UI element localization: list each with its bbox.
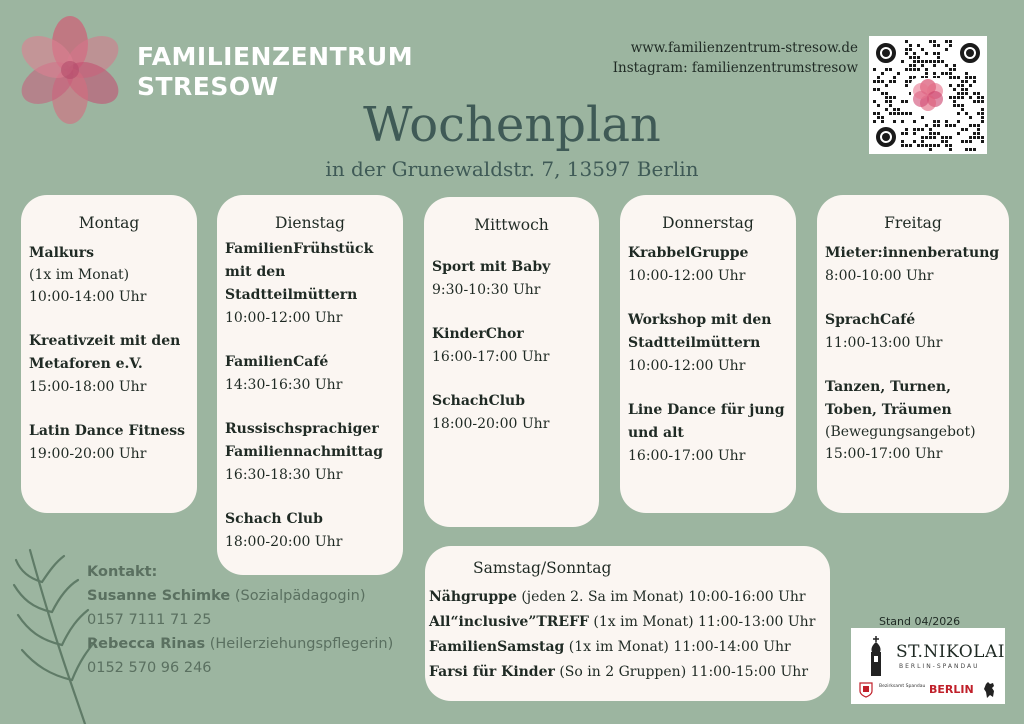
weekend-card: [425, 546, 830, 701]
event-name: Nähgruppe: [429, 589, 517, 605]
event-item: [432, 256, 591, 301]
event-item: [825, 309, 1001, 354]
event-name: Latin Dance Fitness: [29, 423, 186, 439]
day-card-donnerstag: [620, 195, 796, 513]
event-item: [628, 309, 788, 377]
day-title: Mittwoch: [474, 216, 549, 234]
event-time: 16:00-17:00 Uhr: [432, 349, 550, 365]
event-name: Sport mit Baby: [432, 259, 551, 275]
event-item: [825, 242, 1001, 287]
event-item: [29, 420, 189, 465]
event-item: [225, 238, 395, 329]
event-item: [225, 351, 395, 396]
event-item: [29, 330, 189, 398]
event-name: Line Dance für jung und alt: [628, 402, 785, 441]
event-note: (1x im Monat): [29, 267, 130, 283]
event-name: Tanzen, Turnen, Toben, Träumen: [825, 379, 952, 418]
event-time: 11:00-13:00 Uhr: [698, 614, 816, 630]
event-time: 8:00-10:00 Uhr: [825, 268, 934, 284]
partner-subtitle: BERLIN-SPANDAU: [899, 663, 980, 670]
stand-date: Stand 04/2026: [879, 615, 961, 628]
event-item: [29, 242, 189, 308]
event-item: [432, 323, 591, 368]
event-name: Workshop mit den Stadtteilmüttern: [628, 312, 772, 351]
contact-block: [87, 560, 393, 680]
event-time: 19:00-20:00 Uhr: [29, 446, 147, 462]
berlin-label: BERLIN: [929, 683, 974, 696]
event-time: 11:00-14:00 Uhr: [673, 639, 791, 655]
event-time: 10:00-14:00 Uhr: [29, 289, 147, 305]
contact-role: (Sozialpädagogin): [234, 588, 366, 604]
event-time: 15:00-17:00 Uhr: [825, 446, 943, 462]
event-time: 10:00-12:00 Uhr: [225, 310, 343, 326]
contact-name: Susanne Schimke: [87, 588, 231, 604]
website-url[interactable]: www.familienzentrum-stresow.de: [630, 40, 858, 56]
event-name: All“inclusive”TREFF: [429, 614, 589, 630]
contact-name: Rebecca Rinas: [87, 636, 206, 652]
weekend-event: [425, 660, 830, 685]
day-title: Dienstag: [275, 214, 345, 232]
day-card-freitag: [817, 195, 1009, 513]
event-name: SprachCafé: [825, 312, 916, 328]
contact-phone[interactable]: 0157 7111 71 25: [87, 612, 212, 628]
event-item: [225, 418, 395, 486]
event-time: 16:00-17:00 Uhr: [628, 448, 746, 464]
event-time: 9:30-10:30 Uhr: [432, 282, 541, 298]
day-card-montag: [21, 195, 197, 513]
event-name: FamilienSamstag: [429, 639, 565, 655]
event-note: (Bewegungsangebot): [825, 424, 976, 440]
day-title: Freitag: [884, 214, 942, 232]
bezirksamt-label: Bezirksamt Spandau: [879, 684, 926, 689]
event-item: [628, 399, 788, 467]
day-card-dienstag: [217, 195, 403, 575]
event-note: (So in 2 Gruppen): [559, 664, 687, 680]
day-card-mittwoch: [424, 197, 599, 527]
day-title: Donnerstag: [662, 214, 754, 232]
partner-name: ST.NIKOLAI: [896, 642, 1005, 662]
org-name-line1: FAMILIENZENTRUM: [137, 42, 414, 71]
event-time: 18:00-20:00 Uhr: [225, 534, 343, 550]
event-item: [225, 508, 395, 553]
event-note: (1x im Monat): [568, 639, 669, 655]
event-item: [825, 376, 1001, 465]
day-title: Samstag/Sonntag: [473, 559, 612, 577]
event-name: Russischsprachiger Familiennachmittag: [225, 421, 383, 460]
web-contact: [613, 38, 858, 78]
event-time: 11:00-13:00 Uhr: [825, 335, 943, 351]
partner-logos: [851, 628, 1005, 704]
org-name-line2: STRESOW: [137, 72, 279, 101]
weekend-event: [425, 635, 830, 660]
instagram-handle[interactable]: Instagram: familienzentrumstresow: [612, 60, 858, 76]
event-time: 10:00-12:00 Uhr: [628, 268, 746, 284]
event-note: (jeden 2. Sa im Monat): [521, 589, 684, 605]
event-item: [432, 390, 591, 435]
berlin-bear-icon: [983, 681, 997, 699]
weekend-event: [425, 585, 830, 610]
contact-person: [87, 584, 393, 608]
contact-role: (Heilerziehungspflegerin): [209, 636, 394, 652]
weekend-event: [425, 610, 830, 635]
church-icon: [863, 636, 889, 676]
contact-label: Kontakt:: [87, 564, 158, 580]
event-name: FamilienCafé: [225, 354, 329, 370]
event-name: FamilienFrühstück mit den Stadtteilmüttern: [225, 241, 374, 303]
address-subtitle: in der Grunewaldstr. 7, 13597 Berlin: [325, 157, 699, 181]
day-title: Montag: [78, 214, 140, 232]
event-name: Mieter:innenberatung: [825, 245, 1000, 261]
event-name: Schach Club: [225, 511, 323, 527]
event-time: 16:30-18:30 Uhr: [225, 467, 343, 483]
event-name: SchachClub: [432, 393, 526, 409]
contact-person: [87, 632, 393, 656]
event-note: (1x im Monat): [593, 614, 694, 630]
contact-phone[interactable]: 0152 570 96 246: [87, 660, 212, 676]
page-title: Wochenplan: [363, 97, 661, 153]
spandau-crest-icon: [859, 682, 873, 698]
event-time: 18:00-20:00 Uhr: [432, 416, 550, 432]
event-item: [628, 242, 788, 287]
event-name: Farsi für Kinder: [429, 664, 555, 680]
event-name: Malkurs: [29, 245, 95, 261]
event-name: KinderChor: [432, 326, 524, 342]
event-name: KrabbelGruppe: [628, 245, 749, 261]
event-name: Kreativzeit mit den Metaforen e.V.: [29, 333, 181, 372]
event-time: 10:00-16:00 Uhr: [688, 589, 806, 605]
organization-name: [137, 42, 413, 102]
event-time: 11:00-15:00 Uhr: [690, 664, 809, 680]
event-time: 15:00-18:00 Uhr: [29, 379, 147, 395]
event-time: 14:30-16:30 Uhr: [225, 377, 343, 393]
event-time: 10:00-12:00 Uhr: [628, 358, 746, 374]
